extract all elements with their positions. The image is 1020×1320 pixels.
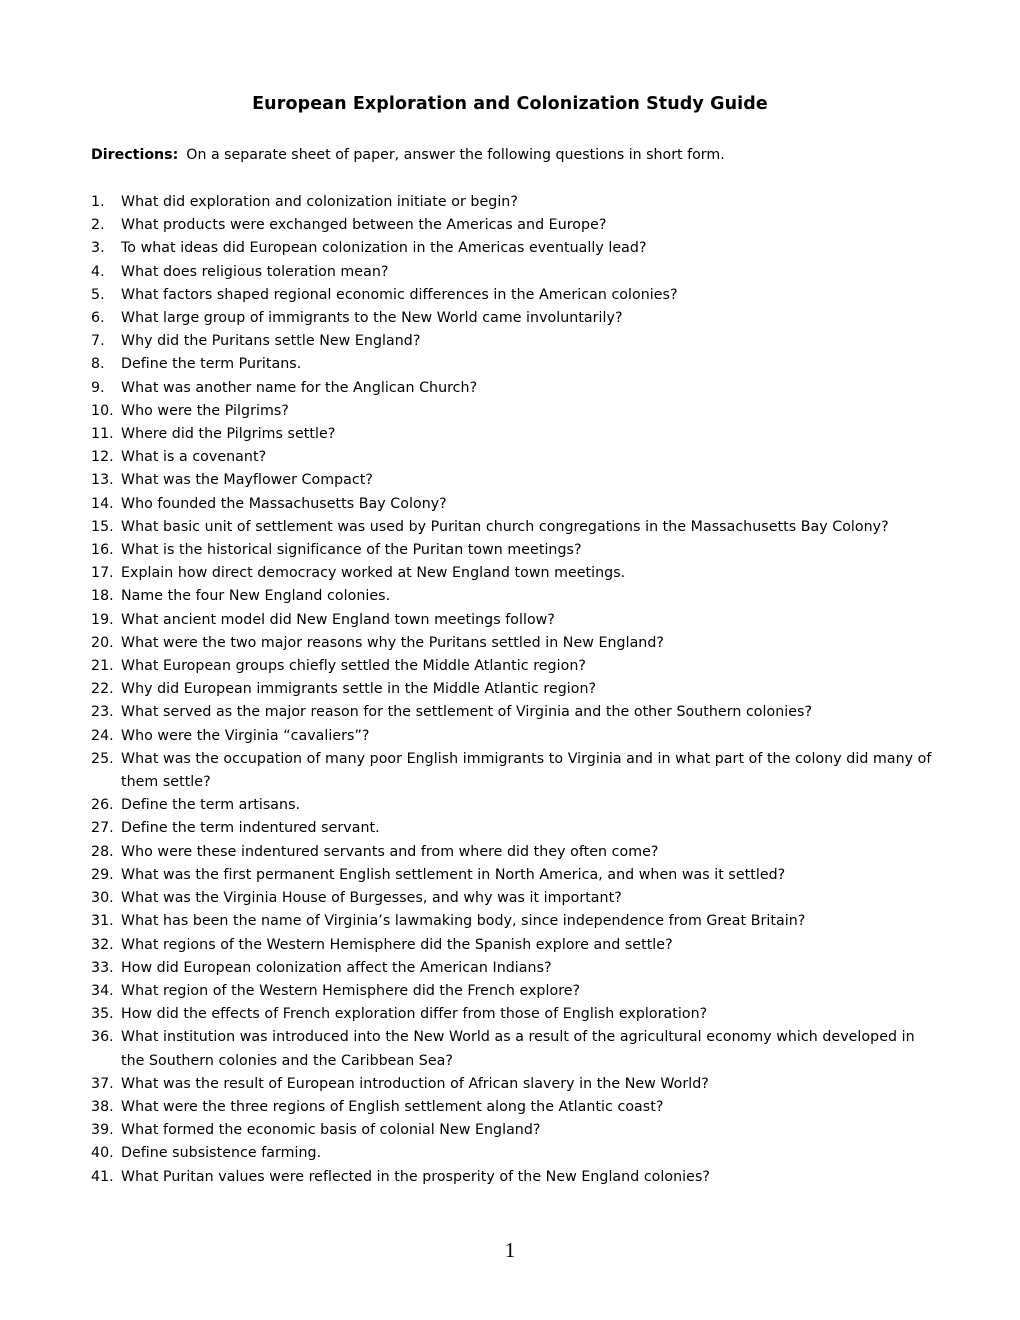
question-item xyxy=(91,539,941,562)
question-text: Define the term indentured servant. xyxy=(121,820,380,837)
question-item xyxy=(91,377,941,400)
question-number: 33. xyxy=(91,959,114,976)
question-number: 18. xyxy=(91,588,114,605)
question-text: Who were the Virginia “cavaliers”? xyxy=(121,727,370,744)
question-text: What basic unit of settlement was used by Puritan church congregations in the Massachusetts Bay Colony? xyxy=(121,518,889,535)
question-item xyxy=(91,214,941,237)
question-text: What was the first permanent English settlement in North America, and when was it settled? xyxy=(121,866,786,883)
question-item xyxy=(91,469,941,492)
question-item xyxy=(91,1003,941,1026)
question-text: What factors shaped regional economic differences in the American colonies? xyxy=(121,286,678,303)
directions-text: On a separate sheet of paper, answer the following questions in short form. xyxy=(186,147,725,163)
question-text: What region of the Western Hemisphere did the French explore? xyxy=(121,982,581,999)
question-number: 19. xyxy=(91,611,114,628)
question-text: Where did the Pilgrims settle? xyxy=(121,426,336,443)
question-number: 35. xyxy=(91,1006,114,1023)
question-number: 14. xyxy=(91,495,114,512)
question-item xyxy=(91,237,941,260)
question-number: 29. xyxy=(91,866,114,883)
question-text: Who founded the Massachusetts Bay Colony? xyxy=(121,495,447,512)
question-number: 8. xyxy=(91,356,105,373)
question-item xyxy=(91,353,941,376)
question-text: What did exploration and colonization initiate or begin? xyxy=(121,194,518,210)
question-number: 21. xyxy=(91,658,114,675)
question-item xyxy=(91,655,941,678)
question-number: 31. xyxy=(91,913,114,930)
question-text: Define subsistence farming. xyxy=(121,1145,322,1162)
question-item xyxy=(91,841,941,864)
question-text: What were the two major reasons why the Puritans settled in New England? xyxy=(121,634,664,651)
question-item xyxy=(91,609,941,632)
question-text: What has been the name of Virginia’s lawmaking body, since independence from Great Britain? xyxy=(121,913,806,930)
question-item xyxy=(91,678,941,701)
question-number: 17. xyxy=(91,565,114,582)
question-number: 15. xyxy=(91,518,114,535)
question-text: What served as the major reason for the settlement of Virginia and the other Southern colonies? xyxy=(121,704,813,721)
question-text: What was the occupation of many poor English immigrants to Virginia and in what part of the colony did many of them settle? xyxy=(121,750,932,791)
question-item xyxy=(91,748,941,794)
question-text: What was another name for the Anglican Church? xyxy=(121,379,478,396)
question-text: What formed the economic basis of colonial New England? xyxy=(121,1122,541,1139)
question-number: 11. xyxy=(91,426,114,443)
question-number: 32. xyxy=(91,936,114,953)
question-item xyxy=(91,725,941,748)
question-text: How did the effects of French exploration differ from those of English exploration? xyxy=(121,1006,708,1023)
question-number: 30. xyxy=(91,890,114,907)
question-text: Name the four New England colonies. xyxy=(121,588,391,605)
question-text: How did European colonization affect the American Indians? xyxy=(121,959,552,976)
question-number: 25. xyxy=(91,750,114,767)
question-item xyxy=(91,864,941,887)
question-text: What regions of the Western Hemisphere did the Spanish explore and settle? xyxy=(121,936,673,953)
question-item xyxy=(91,562,941,585)
question-text: What large group of immigrants to the New World came involuntarily? xyxy=(121,310,623,327)
question-item xyxy=(91,1142,941,1165)
question-number: 7. xyxy=(91,333,105,350)
question-item xyxy=(91,423,941,446)
question-text: What products were exchanged between the Americas and Europe? xyxy=(121,217,607,234)
question-text: Who were these indentured servants and from where did they often come? xyxy=(121,843,659,860)
directions xyxy=(91,146,725,164)
question-item xyxy=(91,794,941,817)
question-text: What institution was introduced into the New World as a result of the agricultural economy which developed in the Southern colonies and the Caribbean Sea? xyxy=(121,1029,915,1069)
question-number: 4. xyxy=(91,263,105,280)
question-item xyxy=(91,400,941,423)
question-item xyxy=(91,261,941,284)
question-text: What was the result of European introduction of African slavery in the New World? xyxy=(121,1075,709,1092)
question-number: 9. xyxy=(91,379,105,396)
question-text: Why did European immigrants settle in the Middle Atlantic region? xyxy=(121,681,597,698)
question-number: 37. xyxy=(91,1075,114,1092)
question-item xyxy=(91,1119,941,1142)
question-text: What is a covenant? xyxy=(121,449,267,466)
question-text: Define the term artisans. xyxy=(121,797,301,814)
question-text: What ancient model did New England town meetings follow? xyxy=(121,611,555,628)
question-number: 10. xyxy=(91,402,114,419)
question-item xyxy=(91,957,941,980)
question-text: Why did the Puritans settle New England? xyxy=(121,333,421,350)
question-item xyxy=(91,585,941,608)
question-item xyxy=(91,701,941,724)
question-number: 34. xyxy=(91,982,114,999)
question-number: 16. xyxy=(91,542,114,559)
question-number: 40. xyxy=(91,1145,114,1162)
question-text: What Puritan values were reflected in the prosperity of the New England colonies? xyxy=(121,1168,710,1185)
page-title: European Exploration and Colonization Study Guide xyxy=(252,94,768,114)
question-item xyxy=(91,446,941,469)
question-text: What does religious toleration mean? xyxy=(121,263,389,280)
question-number: 13. xyxy=(91,472,114,489)
question-number: 26. xyxy=(91,797,114,814)
question-item xyxy=(91,330,941,353)
question-item xyxy=(91,1166,941,1189)
question-text: Define the term Puritans. xyxy=(121,356,302,373)
question-text: What were the three regions of English settlement along the Atlantic coast? xyxy=(121,1098,664,1115)
question-text: What is the historical significance of the Puritan town meetings? xyxy=(121,542,582,559)
question-number: 5. xyxy=(91,286,105,303)
question-number: 39. xyxy=(91,1122,114,1139)
directions-label: Directions: xyxy=(91,147,179,163)
question-text: What was the Mayflower Compact? xyxy=(121,472,373,489)
question-number: 6. xyxy=(91,310,105,327)
question-item xyxy=(91,910,941,933)
question-number: 23. xyxy=(91,704,114,721)
question-item xyxy=(91,887,941,910)
question-number: 41. xyxy=(91,1168,114,1185)
question-number: 38. xyxy=(91,1098,114,1115)
question-item xyxy=(91,1073,941,1096)
question-item xyxy=(91,934,941,957)
question-number: 28. xyxy=(91,843,114,860)
question-item xyxy=(91,284,941,307)
question-number: 3. xyxy=(91,240,105,257)
question-item xyxy=(91,307,941,330)
question-item xyxy=(91,980,941,1003)
question-list xyxy=(91,191,941,1189)
question-item xyxy=(91,1096,941,1119)
question-item xyxy=(91,516,941,539)
question-number: 12. xyxy=(91,449,114,466)
question-text: Explain how direct democracy worked at New England town meetings. xyxy=(121,565,626,582)
question-number: 1. xyxy=(91,194,105,210)
question-item xyxy=(91,493,941,516)
question-number: 22. xyxy=(91,681,114,698)
question-item xyxy=(91,632,941,655)
question-text: What European groups chiefly settled the Middle Atlantic region? xyxy=(121,658,586,675)
question-number: 24. xyxy=(91,727,114,744)
question-item xyxy=(91,1026,941,1072)
question-text: What was the Virginia House of Burgesses, and why was it important? xyxy=(121,890,622,907)
question-text: Who were the Pilgrims? xyxy=(121,402,289,419)
question-number: 36. xyxy=(91,1029,114,1046)
question-item xyxy=(91,817,941,840)
page-number: 1 xyxy=(504,1238,516,1262)
question-number: 20. xyxy=(91,634,114,651)
question-number: 2. xyxy=(91,217,105,234)
question-item xyxy=(91,191,941,214)
question-text: To what ideas did European colonization in the Americas eventually lead? xyxy=(121,240,647,257)
question-number: 27. xyxy=(91,820,114,837)
